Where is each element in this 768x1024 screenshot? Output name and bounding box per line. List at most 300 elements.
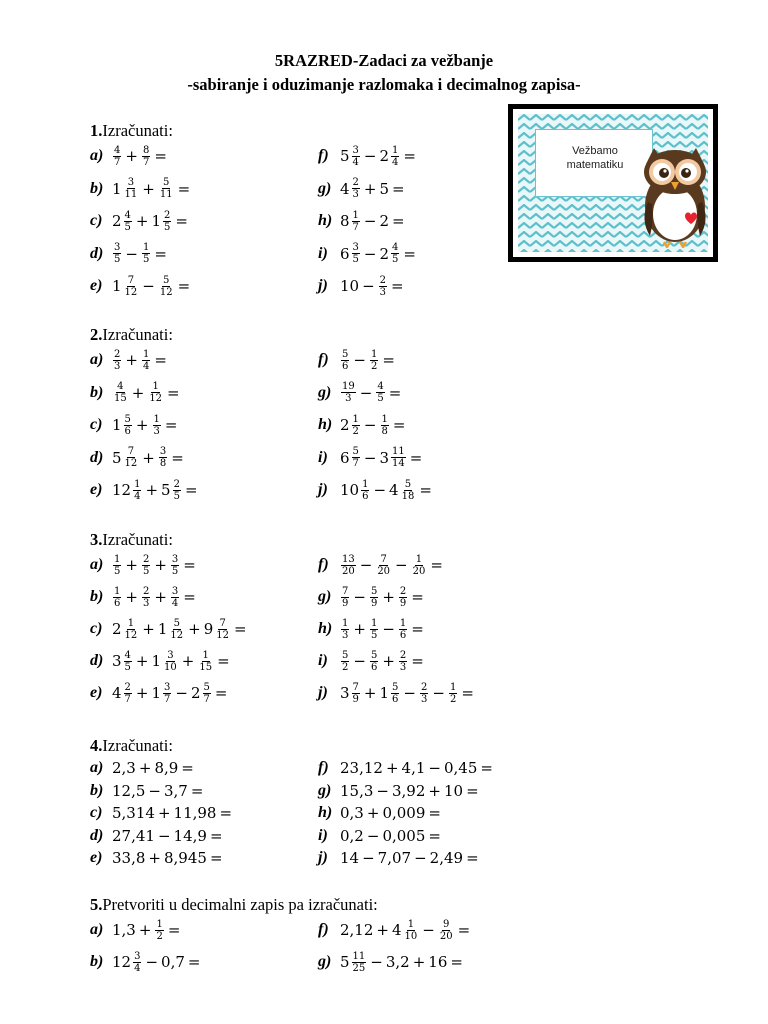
numerator: 5 (342, 649, 349, 661)
whole-number: 10 (340, 481, 360, 499)
operator: − (353, 652, 366, 670)
number: 14 (340, 849, 360, 867)
number: 0,7 (161, 953, 185, 971)
fraction (171, 586, 179, 609)
number: 5 (379, 179, 390, 198)
expression (112, 145, 170, 168)
denominator: 9 (399, 597, 407, 609)
denominator: 15 (199, 661, 213, 673)
denominator: 7 (164, 693, 171, 705)
operator: + (145, 481, 159, 499)
fraction (113, 242, 121, 265)
denominator: 5 (114, 565, 121, 577)
number: 8,9 (154, 759, 179, 777)
fraction (124, 177, 139, 200)
denominator: 7 (203, 693, 210, 705)
problem-label: e) (90, 277, 103, 294)
operator: − (363, 416, 377, 434)
fraction (376, 381, 384, 404)
numerator: 1 (142, 242, 150, 253)
problem (318, 549, 446, 581)
numerator: 4 (124, 649, 131, 661)
denominator: 5 (142, 254, 150, 265)
operator: − (414, 849, 427, 867)
problem (318, 613, 427, 645)
operator: = (167, 383, 180, 402)
section-number: 2. (90, 325, 103, 344)
operator: + (157, 804, 171, 822)
fraction (341, 554, 356, 577)
numerator: 3 (127, 177, 135, 188)
operator: = (217, 652, 230, 670)
problem (318, 270, 407, 302)
numerator: 4 (117, 381, 124, 392)
fraction (142, 145, 150, 168)
problem (318, 173, 408, 205)
problem (90, 173, 193, 205)
whole-number: 1 (112, 416, 122, 434)
numerator: 1 (392, 144, 399, 156)
operator: − (432, 684, 445, 702)
operator: = (181, 759, 194, 777)
problem (90, 613, 250, 645)
expression (340, 381, 404, 404)
problem-label: i) (318, 652, 328, 669)
operator: + (135, 416, 149, 434)
whole-number: 4 (112, 684, 122, 702)
operator: = (171, 448, 184, 467)
problem (318, 409, 408, 441)
denominator: 5 (173, 490, 180, 502)
problem (318, 581, 427, 613)
expression (112, 951, 203, 974)
caption-line-2: matematiku (566, 159, 624, 171)
fraction (159, 446, 167, 469)
denominator: 9 (370, 597, 378, 609)
fraction (124, 446, 139, 469)
numerator: 9 (443, 918, 450, 930)
number: 27,41 (112, 826, 155, 845)
fraction (391, 446, 406, 469)
denominator: 2 (352, 425, 359, 437)
expression (112, 381, 183, 404)
denominator: 3 (399, 661, 407, 673)
operator: = (466, 849, 479, 867)
expression (340, 145, 419, 168)
operator: + (154, 588, 167, 606)
operator: − (353, 351, 366, 369)
numerator: 1 (127, 617, 135, 629)
denominator: 7 (124, 693, 131, 705)
denominator: 12 (124, 458, 138, 469)
fraction (142, 242, 150, 265)
operator: = (466, 781, 479, 800)
numerator: 5 (124, 413, 131, 425)
fraction (124, 618, 139, 641)
numerator: 3 (171, 553, 179, 565)
fraction (449, 682, 457, 705)
denominator: 6 (342, 360, 349, 372)
problem (90, 409, 180, 441)
whole-number: 5 (340, 953, 350, 971)
owl-icon (640, 140, 708, 248)
operator: − (148, 781, 161, 800)
fraction (341, 349, 349, 372)
numerator: 4 (114, 144, 121, 156)
fraction (153, 414, 161, 437)
problem-label: a) (90, 351, 104, 368)
expression (340, 177, 408, 200)
denominator: 5 (124, 221, 131, 233)
denominator: 3 (345, 393, 352, 404)
denominator: 4 (134, 490, 141, 502)
number: 1,3 (112, 921, 136, 939)
owl-picture (508, 104, 718, 262)
number: 0,45 (443, 759, 478, 777)
denominator: 7 (142, 156, 150, 168)
expression (112, 349, 170, 372)
operator: + (385, 759, 399, 777)
fraction (124, 210, 132, 233)
operator: = (184, 481, 198, 499)
problem (90, 377, 183, 409)
denominator: 2 (370, 360, 378, 372)
problem-label: j) (318, 684, 328, 701)
numerator: 1 (114, 585, 121, 597)
operator: − (382, 620, 395, 638)
operator: = (177, 277, 191, 295)
denominator: 2 (156, 930, 163, 942)
problem-label: b) (90, 953, 104, 970)
expression (340, 414, 408, 437)
operator: − (359, 556, 373, 574)
operator: = (190, 781, 204, 800)
fraction (155, 919, 163, 942)
denominator: 11 (124, 189, 138, 200)
denominator: 6 (370, 661, 378, 673)
fraction (412, 554, 427, 577)
problem (90, 677, 231, 709)
problem-label: h) (318, 416, 333, 433)
expression (112, 586, 199, 609)
problem (90, 140, 170, 172)
problem-label: c) (90, 416, 103, 433)
problem (318, 914, 473, 946)
fraction (370, 618, 378, 641)
number: 0,3 (340, 804, 364, 822)
fraction (215, 618, 230, 641)
numerator: 1 (352, 413, 359, 425)
denominator: 4 (142, 360, 150, 372)
fraction (352, 951, 367, 974)
problem-label: h) (318, 804, 333, 821)
denominator: 4 (352, 156, 359, 168)
fraction (113, 145, 121, 168)
fraction (352, 210, 360, 233)
operator: − (366, 826, 380, 845)
expression (112, 242, 170, 265)
fraction (203, 682, 211, 705)
operator: = (175, 212, 188, 230)
operator: = (219, 804, 233, 822)
problem-label: b) (90, 781, 104, 799)
denominator: 8 (159, 458, 167, 469)
denominator: 2 (342, 661, 349, 673)
expression (112, 554, 199, 577)
section-title (90, 325, 173, 345)
numerator: 2 (142, 585, 150, 597)
expression (112, 618, 250, 641)
problem-label: a) (90, 556, 104, 573)
problem-label: g) (318, 781, 332, 799)
denominator: 7 (114, 156, 121, 168)
numerator: 7 (380, 553, 387, 565)
fraction (352, 414, 360, 437)
operator: = (450, 953, 463, 971)
operator: + (138, 759, 152, 777)
problem-label: e) (90, 481, 103, 498)
problem-label: j) (318, 849, 328, 866)
expression (340, 242, 419, 265)
numerator: 5 (163, 274, 170, 286)
operator: − (428, 759, 441, 777)
whole-number: 6 (340, 244, 350, 263)
problem-label: h) (318, 620, 333, 637)
whole-number: 2 (112, 620, 122, 638)
numerator: 5 (352, 446, 359, 457)
problem (90, 474, 201, 506)
denominator: 20 (439, 930, 453, 942)
denominator: 5 (164, 221, 171, 233)
operator: + (125, 556, 138, 574)
numerator: 2 (164, 209, 171, 221)
numerator: 1 (152, 381, 159, 392)
numerator: 11 (392, 446, 405, 457)
numerator: 1 (342, 617, 349, 629)
number: 5,314 (112, 804, 155, 822)
problem-label: g) (318, 179, 332, 197)
number: 0,005 (382, 826, 426, 845)
expression (340, 349, 398, 372)
operator: − (363, 448, 377, 467)
numerator: 5 (370, 585, 378, 597)
fraction (341, 650, 349, 673)
numerator: 3 (134, 950, 141, 962)
denominator: 6 (399, 629, 407, 641)
denominator: 12 (216, 629, 229, 641)
expression (340, 650, 427, 673)
operator: = (382, 351, 395, 369)
fraction (171, 554, 179, 577)
operator: = (430, 556, 443, 574)
whole-number: 1 (112, 179, 122, 198)
fraction (341, 381, 356, 404)
denominator: 9 (352, 693, 359, 705)
fraction (124, 650, 132, 673)
number: 7,07 (377, 849, 412, 867)
numerator: 3 (164, 681, 171, 693)
whole-number: 6 (340, 448, 350, 467)
problem-label: e) (90, 849, 103, 866)
numerator: 1 (381, 413, 388, 425)
operator: − (376, 781, 389, 800)
denominator: 4 (392, 156, 399, 168)
denominator: 12 (124, 629, 138, 641)
problem (318, 377, 404, 409)
numerator: 3 (159, 446, 167, 457)
number: 8,945 (163, 849, 207, 867)
fraction (169, 618, 184, 641)
operator: + (138, 921, 152, 939)
operator: + (363, 684, 377, 702)
numerator: 2 (399, 585, 407, 597)
problem (318, 474, 435, 506)
section-title (90, 121, 173, 141)
operator: + (142, 620, 155, 638)
whole-number: 4 (389, 481, 399, 499)
operator: − (145, 953, 159, 971)
fraction (391, 145, 399, 168)
expression (340, 446, 425, 469)
section-title (90, 530, 173, 550)
number: 4,1 (401, 759, 426, 777)
whole-number: 5 (340, 147, 350, 165)
numerator: 13 (342, 553, 355, 565)
numerator: 11 (352, 950, 366, 962)
numerator: 19 (342, 381, 355, 392)
operator: + (428, 781, 441, 800)
fraction (133, 951, 141, 974)
number: 2,3 (112, 759, 136, 777)
denominator: 5 (352, 254, 359, 265)
numerator: 2 (114, 348, 121, 360)
section-number: 3. (90, 530, 103, 549)
number: 16 (428, 953, 448, 971)
number: 0,009 (382, 804, 426, 822)
problem-label: e) (90, 684, 103, 701)
operator: = (392, 179, 405, 198)
problem-label: f) (318, 759, 329, 776)
expression (112, 650, 233, 673)
fraction (173, 479, 181, 502)
fraction (352, 242, 360, 265)
problem-label: h) (318, 212, 333, 229)
denominator: 6 (114, 597, 121, 609)
denominator: 3 (352, 189, 359, 200)
whole-number: 5 (161, 481, 171, 499)
denominator: 5 (392, 254, 399, 265)
whole-number: 4 (340, 179, 350, 198)
operator: + (363, 179, 377, 198)
operator: − (363, 147, 377, 165)
number: 33,8 (112, 849, 146, 867)
operator: + (131, 383, 145, 402)
number: 3,7 (163, 781, 188, 800)
problem-label: f) (318, 556, 329, 573)
numerator: 1 (415, 553, 423, 565)
expression (112, 479, 201, 502)
problem (318, 842, 482, 874)
denominator: 12 (149, 393, 163, 404)
denominator: 7 (352, 221, 359, 233)
fraction (148, 381, 163, 404)
expression (340, 275, 407, 298)
problem (318, 677, 477, 709)
problem-label: i) (318, 244, 328, 262)
operator: = (419, 481, 432, 499)
problem-label: b) (90, 179, 104, 197)
fraction (352, 682, 360, 705)
problem-label: g) (318, 588, 332, 605)
operator: + (135, 212, 149, 230)
denominator: 11 (159, 189, 173, 200)
numerator: 5 (342, 348, 349, 360)
fraction (379, 275, 387, 298)
problem-label: d) (90, 652, 104, 669)
numerator: 3 (352, 242, 359, 253)
number: 0,2 (340, 826, 364, 845)
numerator: 5 (173, 617, 180, 629)
whole-number: 1 (157, 620, 168, 638)
numerator: 3 (171, 585, 179, 597)
problem (90, 946, 203, 978)
fraction (352, 145, 360, 168)
operator: − (142, 277, 155, 295)
numerator: 1 (142, 348, 150, 360)
operator: = (167, 921, 181, 939)
denominator: 5 (377, 393, 384, 404)
whole-number: 12 (112, 953, 132, 971)
problem (90, 645, 233, 677)
problem (318, 140, 419, 172)
operator: = (480, 759, 493, 777)
operator: + (376, 921, 389, 939)
number: 2,12 (340, 921, 374, 939)
fraction (198, 650, 213, 673)
numerator: 1 (156, 918, 163, 930)
fraction (381, 414, 389, 437)
denominator: 5 (171, 565, 179, 577)
fraction (124, 275, 139, 298)
problem (90, 549, 199, 581)
fraction (142, 349, 150, 372)
denominator: 15 (114, 393, 127, 404)
fraction (391, 682, 399, 705)
operator: = (177, 179, 191, 198)
numerator: 1 (449, 681, 457, 693)
problem (318, 238, 419, 270)
denominator: 12 (170, 629, 184, 641)
problem-label: f) (318, 147, 329, 164)
section-instruction: Izračunati: (102, 121, 173, 140)
whole-number: 1 (151, 652, 162, 670)
expression (340, 210, 408, 233)
operator: − (373, 481, 387, 499)
section-number: 4. (90, 736, 103, 755)
fraction (399, 650, 407, 673)
fraction (439, 919, 454, 942)
operator: − (370, 953, 383, 971)
operator: = (411, 620, 424, 638)
problem-label: d) (90, 244, 104, 262)
operator: + (125, 351, 138, 369)
numerator: 1 (114, 553, 121, 565)
numerator: 2 (352, 177, 359, 188)
numerator: 1 (362, 478, 369, 490)
section-instruction: Izračunati: (102, 736, 173, 755)
numerator: 1 (370, 348, 378, 360)
fraction (370, 650, 378, 673)
